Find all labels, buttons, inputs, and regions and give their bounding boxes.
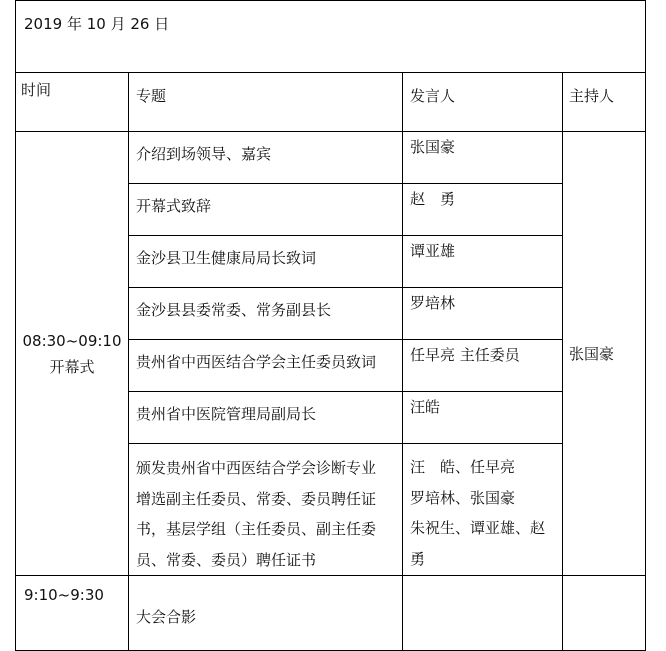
- speaker-cell: 赵 勇: [403, 184, 563, 236]
- speaker-cell: 汪皓: [403, 392, 563, 444]
- award-topic-line: 增选副主任委员、常委、委员聘任证: [136, 489, 377, 508]
- header-host: 主持人: [563, 73, 646, 132]
- table-row: [16, 132, 646, 184]
- header-row: [16, 73, 646, 132]
- header-speaker: 发言人: [403, 73, 563, 132]
- topic-cell: 开幕式致辞: [129, 184, 403, 236]
- speaker-cell-empty: [403, 576, 563, 651]
- speaker-cell: 张国豪: [403, 132, 563, 184]
- host-cell-empty: [563, 576, 646, 651]
- topic-cell: 大会合影: [129, 576, 403, 651]
- award-speaker-line: 罗培林、张国豪: [410, 488, 516, 507]
- schedule-table: [15, 0, 646, 651]
- topic-cell: 介绍到场领导、嘉宾: [129, 132, 403, 184]
- topic-cell: 贵州省中西医结合学会主任委员致词: [129, 340, 403, 392]
- host-cell: 张国豪: [563, 132, 646, 576]
- session-time-range: 08:30~09:10: [22, 331, 122, 350]
- award-topic-cell: [129, 444, 403, 576]
- speaker-cell: 罗培林: [403, 288, 563, 340]
- topic-cell: 贵州省中医院管理局副局长: [129, 392, 403, 444]
- award-topic-line: 书，基层学组（主任委员、副主任委: [136, 520, 377, 538]
- event-date: 2019 年 10 月 26 日: [16, 1, 646, 73]
- award-speaker-line: 朱祝生、谭亚雄、赵: [410, 519, 546, 537]
- opening-session-time: [16, 132, 129, 576]
- award-topic-line: 颁发贵州省中西医结合学会诊断专业: [136, 459, 377, 477]
- award-topic-line: 员、常委、委员）聘任证书: [136, 550, 317, 569]
- topic-cell: 金沙县县委常委、常务副县长: [129, 288, 403, 340]
- award-speaker-cell: [403, 444, 563, 576]
- table-row: [16, 576, 646, 651]
- award-speaker-line: 勇: [410, 549, 426, 568]
- header-time: 时间: [16, 73, 129, 132]
- photo-session-time: 9:10~9:30: [16, 576, 129, 651]
- header-topic: 专题: [129, 73, 403, 132]
- topic-cell: 金沙县卫生健康局局长致词: [129, 236, 403, 288]
- date-row: [16, 1, 646, 73]
- award-speaker-line: 汪 皓、任早亮: [410, 458, 516, 476]
- speaker-cell: 任早亮 主任委员: [403, 340, 563, 392]
- speaker-cell: 谭亚雄: [403, 236, 563, 288]
- session-name: 开幕式: [49, 357, 95, 376]
